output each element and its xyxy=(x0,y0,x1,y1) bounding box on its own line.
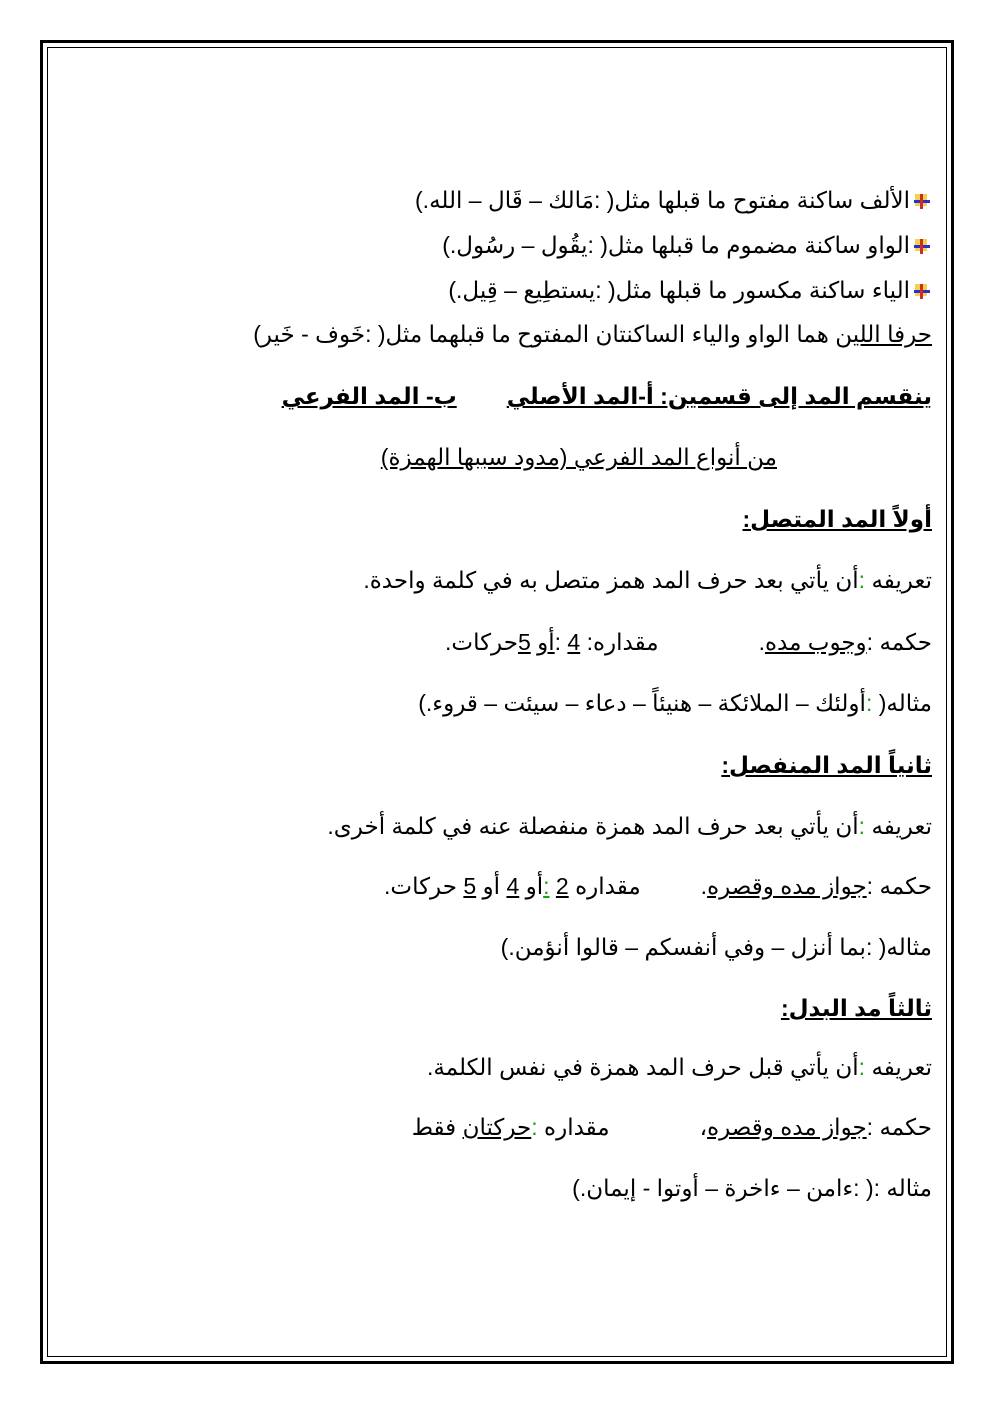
s2-rule-end: . xyxy=(700,873,708,899)
s1-def-colon: : xyxy=(858,567,866,593)
leen-label: حرفا اللين xyxy=(835,321,932,347)
section1-definition xyxy=(363,564,932,596)
section2-example: مثاله( :بما أنزل – وفي أنفسكم – قالوا أنؤمن.) xyxy=(500,934,932,960)
s1-ex-text: أولئك – الملائكة – هنيئاً – دعاء – سيئت – قروء.) xyxy=(418,690,866,716)
s3-amount-end: فقط xyxy=(411,1114,457,1140)
s3-def-colon: : xyxy=(858,1054,866,1080)
s3-def-label: تعريفه xyxy=(871,1054,932,1080)
s1-rule-value: وجوب مده xyxy=(764,629,867,655)
s3-amount-label: مقداره xyxy=(544,1114,610,1140)
section3-example: مثاله :( :ءامن – ءاخرة – أوتوا - إيمان.) xyxy=(572,1175,932,1201)
bullet-alif-text: الألف ساكنة مفتوح ما قبلها مثل( :مَالك – قَال – الله.) xyxy=(415,187,910,213)
bullet-alif xyxy=(415,184,932,216)
s2-amount-b: 4 xyxy=(506,873,520,899)
section2-rule xyxy=(384,870,932,902)
s3-amount-colon: : xyxy=(531,1114,538,1140)
s2-amount-label: مقداره xyxy=(575,873,641,899)
s2-def-label: تعريفه xyxy=(871,813,932,839)
division-b: ب- المد الفرعي xyxy=(281,383,457,409)
s2-amount-colon: : xyxy=(543,873,550,899)
section3-definition xyxy=(427,1051,932,1083)
s1-rule-label: حكمه : xyxy=(866,629,932,655)
section3-rule xyxy=(412,1111,932,1143)
s2-amount-or2: أو xyxy=(482,873,501,899)
s2-amount-c: 5 xyxy=(463,873,477,899)
section2-definition xyxy=(327,810,932,842)
s1-amount-b: 5 xyxy=(517,629,531,655)
section2-heading: ثانياً المد المنفصل: xyxy=(721,752,932,778)
s1-amount-or: أو xyxy=(537,629,555,655)
bullet-plus-icon xyxy=(912,236,932,256)
section3-heading: ثالثاً مد البدل: xyxy=(780,995,932,1021)
s1-def-text: أن يأتي بعد حرف المد همز متصل به في كلمة واحدة. xyxy=(363,567,859,593)
s1-ex-colon: : xyxy=(865,690,873,716)
division-text: ينقسم المد إلى قسمين: أ-المد الأصلي xyxy=(506,383,932,409)
s2-def-text: أن يأتي بعد حرف المد همزة منفصلة عنه في كلمة أخرى. xyxy=(327,813,859,839)
section1-rule xyxy=(445,626,932,658)
s1-ex-label: مثاله( xyxy=(878,690,932,716)
s2-rule-label: حكمه : xyxy=(866,873,932,899)
s3-def-text: أن يأتي قبل حرف المد همزة في نفس الكلمة. xyxy=(426,1054,859,1080)
bullet-ya-text: الياء ساكنة مكسور ما قبلها مثل( :يستطِيع – قِيل.) xyxy=(448,277,910,303)
s3-rule-label: حكمه : xyxy=(866,1114,932,1140)
section1-heading: أولاً المد المتصل: xyxy=(742,506,932,532)
bullet-plus-icon xyxy=(912,281,932,301)
bullet-plus-icon xyxy=(912,191,932,211)
leen-line xyxy=(253,318,932,350)
s2-rule-value: جواز مده وقصره xyxy=(707,873,867,899)
s2-amount-a: 2 xyxy=(555,873,569,899)
s2-amount-or1: أو xyxy=(525,873,544,899)
leen-rest: هما الواو والياء الساكنتان المفتوح ما قبلهما مثل( :خَوف - خَير) xyxy=(253,321,836,347)
s2-def-colon: : xyxy=(858,813,866,839)
s2-amount-end: حركات. xyxy=(384,873,457,899)
s1-def-label: تعريفه xyxy=(871,567,932,593)
s1-rule-end: . xyxy=(758,629,765,655)
s3-amount-value: حركتان xyxy=(462,1114,532,1140)
division-line xyxy=(282,380,932,412)
s1-amount-colon: : xyxy=(554,629,562,655)
s3-rule-value: جواز مده وقصره xyxy=(707,1114,867,1140)
bullet-ya xyxy=(448,274,932,306)
s1-amount-label: مقداره: xyxy=(586,629,659,655)
subtitle: من أنواع المد الفرعي (مدود سببها الهمزة) xyxy=(380,444,777,470)
s3-rule-end: ، xyxy=(699,1114,708,1140)
section1-example xyxy=(418,687,932,719)
s1-amount-end: حركات. xyxy=(445,629,518,655)
s1-amount-a: 4 xyxy=(567,629,581,655)
bullet-waw xyxy=(442,229,932,261)
bullet-waw-text: الواو ساكنة مضموم ما قبلها مثل( :يقُول – رسُول.) xyxy=(442,232,910,258)
